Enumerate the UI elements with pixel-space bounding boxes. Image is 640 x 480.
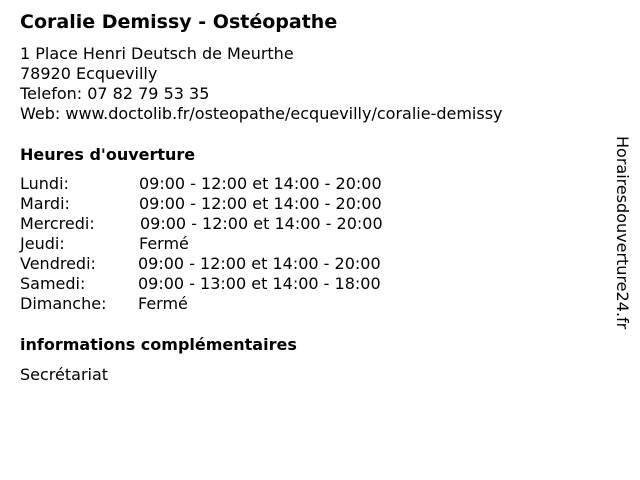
watermark [612, 136, 632, 344]
additional-info-text: Secrétariat [20, 365, 109, 384]
hours-row-wednesday [20, 214, 440, 234]
opening-hours-heading: Heures d'ouverture [20, 145, 196, 164]
time-value: 09:00 - 13:00 et 14:00 - 18:00 [138, 274, 381, 293]
page-title: Coralie Demissy - Ostéopathe [20, 11, 338, 33]
day-label: Vendredi: [20, 254, 96, 273]
hours-row-friday [20, 254, 440, 274]
website-link[interactable]: Web: www.doctolib.fr/osteopathe/ecquevilly/coralie-demissy [20, 104, 503, 123]
time-value: 09:00 - 12:00 et 14:00 - 20:00 [139, 174, 382, 193]
address-city: 78920 Ecquevilly [20, 64, 158, 83]
day-label: Jeudi: [20, 234, 65, 253]
day-label: Samedi: [20, 274, 86, 293]
additional-info-heading: informations complémentaires [20, 335, 297, 354]
hours-row-tuesday [20, 194, 440, 214]
day-label: Mercredi: [20, 214, 95, 233]
opening-hours-list [20, 174, 440, 314]
day-label: Lundi: [20, 174, 69, 193]
time-value: Fermé [138, 294, 188, 313]
time-value: Fermé [139, 234, 189, 253]
day-label: Mardi: [20, 194, 70, 213]
time-value: 09:00 - 12:00 et 14:00 - 20:00 [140, 214, 383, 233]
contact-block [20, 44, 503, 124]
hours-row-thursday [20, 234, 440, 254]
time-value: 09:00 - 12:00 et 14:00 - 20:00 [139, 194, 382, 213]
day-label: Dimanche: [20, 294, 107, 313]
hours-row-monday [20, 174, 440, 194]
time-value: 09:00 - 12:00 et 14:00 - 20:00 [138, 254, 381, 273]
address-street: 1 Place Henri Deutsch de Meurthe [20, 44, 294, 63]
hours-row-sunday [20, 294, 440, 314]
hours-row-saturday [20, 274, 440, 294]
phone-number[interactable]: Telefon: 07 82 79 53 35 [20, 84, 210, 103]
watermark-text: Horairesdouverture24.fr [613, 136, 632, 330]
